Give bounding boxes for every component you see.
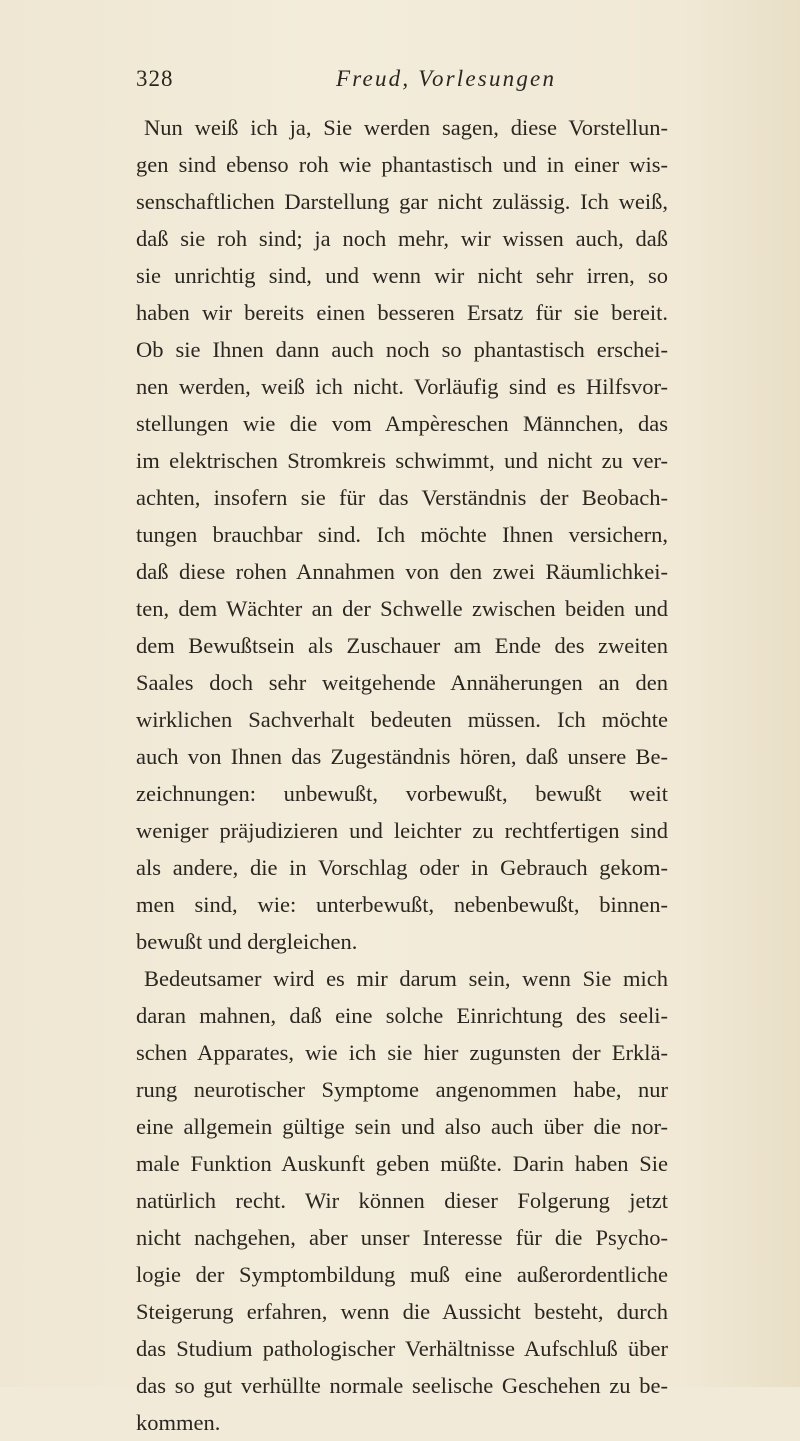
text-line: das so gut verhüllte normale seelische Geschehen zu be- [136, 1373, 668, 1398]
text-line: kommen. [136, 1410, 221, 1435]
text-line: schen Apparates, wie ich sie hier zugunsten der Erklä- [136, 1040, 668, 1065]
text-line: male Funktion Auskunft geben müßte. Darin haben Sie [136, 1151, 668, 1176]
text-line: auch von Ihnen das Zugeständnis hören, daß unsere Be- [136, 744, 668, 769]
text-line: Ob sie Ihnen dann auch noch so phantastisch erschei- [136, 337, 668, 362]
text-line: rung neurotischer Symptome angenommen habe, nur [136, 1077, 668, 1102]
text-line: daß diese rohen Annahmen von den zwei Räumlichkei- [136, 559, 668, 584]
text-line: daß sie roh sind; ja noch mehr, wir wissen auch, daß [136, 226, 668, 251]
text-line: als andere, die in Vorschlag oder in Gebrauch gekom- [136, 855, 668, 880]
text-line: zeichnungen: unbewußt, vorbewußt, bewußt weit [136, 781, 668, 806]
text-line: Saales doch sehr weitgehende Annäherungen an den [136, 670, 668, 695]
text-line: men sind, wie: unterbewußt, nebenbewußt, binnen- [136, 892, 668, 917]
text-line: stellungen wie die vom Ampèreschen Männchen, das [136, 411, 668, 436]
text-line: natürlich recht. Wir können dieser Folgerung jetzt [136, 1188, 668, 1213]
text-line: ten, dem Wächter an der Schwelle zwischen beiden und [136, 596, 668, 621]
text-line: nicht nachgehen, aber unser Interesse für die Psycho- [136, 1225, 668, 1250]
text-line: bewußt und dergleichen. [136, 929, 358, 954]
text-line: tungen brauchbar sind. Ich möchte Ihnen versichern, [136, 522, 668, 547]
text-line: dem Bewußtsein als Zuschauer am Ende des zweiten [136, 633, 668, 658]
text-line: sie unrichtig sind, und wenn wir nicht sehr irren, so [136, 263, 668, 288]
running-head: Freud, Vorlesungen [336, 66, 557, 91]
text-line: Nun weiß ich ja, Sie werden sagen, diese Vorstellun- [144, 115, 668, 140]
text-line: daran mahnen, daß eine solche Einrichtung des seeli- [136, 1003, 668, 1028]
body-text [136, 109, 668, 1441]
page-number: 328 [136, 66, 174, 91]
text-line: Bedeutsamer wird es mir darum sein, wenn Sie mich [144, 966, 668, 991]
page-header [136, 66, 666, 102]
text-line: im elektrischen Stromkreis schwimmt, und nicht zu ver- [136, 448, 668, 473]
text-line: achten, insofern sie für das Verständnis der Beobach- [136, 485, 668, 510]
text-line: logie der Symptombildung muß eine außerordentliche [136, 1262, 668, 1287]
text-line: wirklichen Sachverhalt bedeuten müssen. Ich möchte [136, 707, 668, 732]
text-line: eine allgemein gültige sein und also auch über die nor- [136, 1114, 668, 1139]
text-line: das Studium pathologischer Verhältnisse Aufschluß über [136, 1336, 668, 1361]
text-line: weniger präjudizieren und leichter zu rechtfertigen sind [136, 818, 668, 843]
text-line: senschaftlichen Darstellung gar nicht zulässig. Ich weiß, [136, 189, 668, 214]
text-line: haben wir bereits einen besseren Ersatz für sie bereit. [136, 300, 668, 325]
text-line: nen werden, weiß ich nicht. Vorläufig sind es Hilfsvor- [136, 374, 668, 399]
text-line: Steigerung erfahren, wenn die Aussicht besteht, durch [136, 1299, 668, 1324]
text-line: gen sind ebenso roh wie phantastisch und in einer wis- [136, 152, 668, 177]
